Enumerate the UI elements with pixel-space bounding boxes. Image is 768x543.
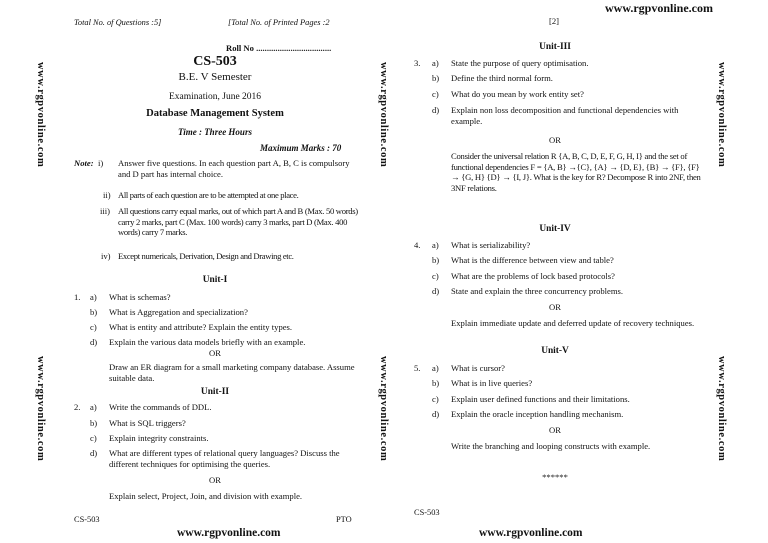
question-part: State and explain the three concurrency problems. <box>451 286 624 296</box>
question-alternative: Explain immediate update and deferred update of recovery techniques. <box>451 318 695 328</box>
footer-code: CS-503 <box>414 508 440 517</box>
question-part: Define the third normal form. <box>451 73 553 83</box>
exam-session: Examination, June 2016 <box>168 92 262 102</box>
side-watermark-mid-1: www.rgpvonline.com <box>378 62 389 168</box>
unit-heading: Unit-II <box>200 387 230 397</box>
question-part: Explain non loss decomposition and functional dependencies with example. <box>451 105 679 126</box>
question-part: Explain the various data models briefly with an example. <box>109 337 306 347</box>
question-part: Explain user defined functions and their limitations. <box>451 394 630 404</box>
unit-heading: Unit-I <box>202 275 228 285</box>
note-item <box>103 190 360 202</box>
side-watermark-right-1: www.rgpvonline.com <box>716 62 727 168</box>
question-part: What is cursor? <box>451 363 505 373</box>
end-stars: ****** <box>542 472 568 482</box>
question-part: What are different types of relational query languages? Discuss the different techniques for optimising the queries. <box>109 448 340 469</box>
question-alternative: Write the branching and looping constructs with example. <box>451 441 651 451</box>
or-separator: OR <box>549 425 561 435</box>
note-number: i) <box>98 158 104 168</box>
question-part: What do you mean by work entity set? <box>451 89 584 99</box>
total-pages: [Total No. of Printed Pages :2 <box>228 18 330 27</box>
note-number: iv) <box>101 251 111 261</box>
or-separator: OR <box>549 135 561 145</box>
question-part: What is SQL triggers? <box>109 418 186 428</box>
question-number: 4. <box>414 240 421 250</box>
question-part: Explain the oracle inception handling mechanism. <box>451 409 624 419</box>
site-url-top: www.rgpvonline.com <box>605 1 713 15</box>
unit-heading: Unit-IV <box>539 224 571 234</box>
semester: B.E. V Semester <box>178 71 252 83</box>
question-part: What is in live queries? <box>451 378 533 388</box>
question-alternative: Consider the universal relation R {A, B, C, D, E, F, G, H, I} and the set of functional dependencies F = {A, B} →{C}, {A} → {D, E}, {B} → {F}, {F} → {G, H} {D} → {I, J}. What is the key for R? Decompose R into 2NF, then 3NF relations. <box>451 151 701 193</box>
maximum-marks: Maximum Marks : 70 <box>260 143 342 153</box>
or-separator: OR <box>209 475 221 485</box>
note-text: Except numericals, Derivation, Design and Drawing etc. <box>118 251 294 261</box>
or-separator: OR <box>209 348 221 358</box>
question-part: Explain integrity constraints. <box>109 433 209 443</box>
side-watermark-left-1: www.rgpvonline.com <box>35 62 46 168</box>
site-url-bottom-left: www.rgpvonline.com <box>177 527 281 539</box>
note-number: ii) <box>103 190 111 200</box>
question-number: 5. <box>414 363 421 373</box>
question-part: What is the difference between view and table? <box>451 255 614 265</box>
question-part: State the purpose of query optimisation. <box>451 58 589 68</box>
question-alternative: Explain select, Project, Join, and division with example. <box>109 491 303 501</box>
side-watermark-left-2: www.rgpvonline.com <box>35 356 46 462</box>
note-item <box>101 251 360 263</box>
footer-pto: PTO <box>336 515 352 524</box>
note-text: All questions carry equal marks, out of which part A and B (Max. 50 words) carry 2 marks, part C (Max. 100 words) carry 3 marks, part D (Max. 400 words) carry 7 marks. <box>118 206 358 238</box>
unit-heading: Unit-V <box>541 346 569 356</box>
time-allowed: Time : Three Hours <box>178 127 252 137</box>
note-item <box>100 206 360 242</box>
question-part: What is Aggregation and specialization? <box>109 307 248 317</box>
question-part: What is entity and attribute? Explain the entity types. <box>109 322 293 332</box>
side-watermark-mid-2: www.rgpvonline.com <box>378 356 389 462</box>
unit-heading: Unit-III <box>539 42 571 52</box>
or-separator: OR <box>549 302 561 312</box>
site-url-bottom-right: www.rgpvonline.com <box>479 527 583 539</box>
note-text: Answer five questions. In each question part A, B, C is compulsory and D part has internal choice. <box>118 158 350 179</box>
roll-number: Roll No ................................... <box>226 43 332 53</box>
question-part: What is schemas? <box>109 292 171 302</box>
question-part: What are the problems of lock based protocols? <box>451 271 615 281</box>
note-text: All parts of each question are to be attempted at one place. <box>118 190 299 200</box>
paper-code: CS-503 <box>193 54 237 69</box>
question-number: 3. <box>414 58 421 68</box>
note-number: iii) <box>100 206 111 216</box>
question-alternative: Draw an ER diagram for a small marketing company database. Assume suitable data. <box>109 362 355 383</box>
footer-code: CS-503 <box>74 515 100 524</box>
total-questions: Total No. of Questions :5] <box>74 18 162 27</box>
page-number: [2] <box>549 16 560 26</box>
question-part: What is serializability? <box>451 240 531 250</box>
question-part: Write the commands of DDL. <box>109 402 212 412</box>
question-number: 2. <box>74 402 81 412</box>
note-label: Note: <box>74 158 94 168</box>
subject-title: Database Management System <box>146 108 284 119</box>
side-watermark-right-2: www.rgpvonline.com <box>716 356 727 462</box>
question-number: 1. <box>74 292 81 302</box>
note-item <box>98 158 360 182</box>
